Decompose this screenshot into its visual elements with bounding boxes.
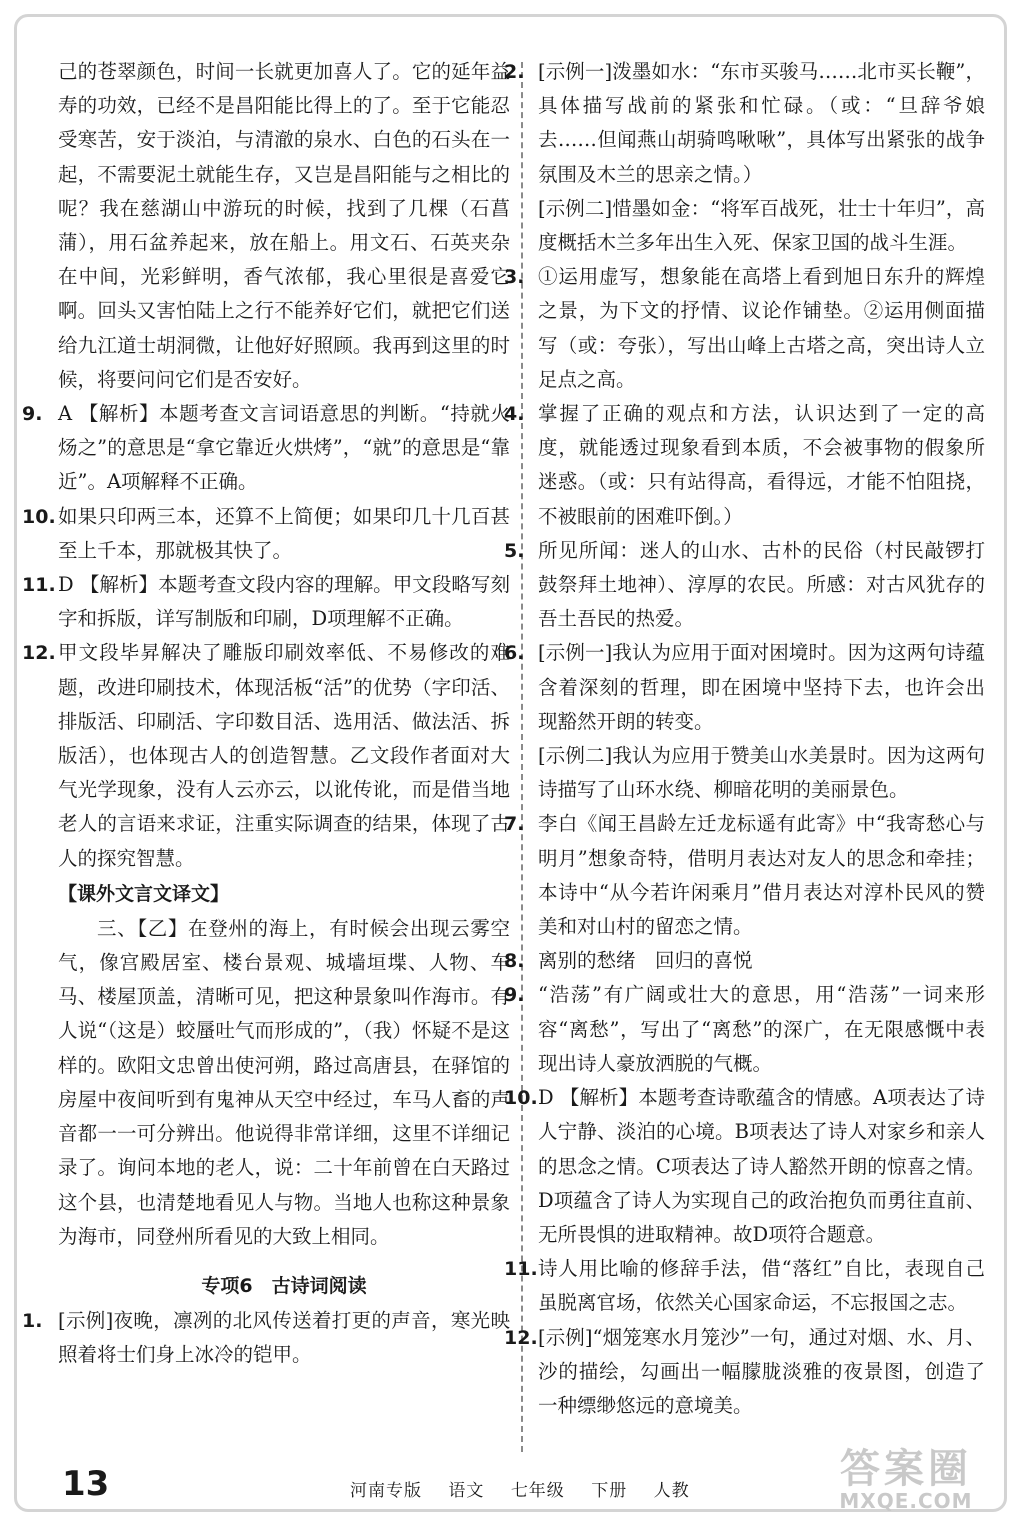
item-number: 1.: [22, 1309, 43, 1332]
item-number: 6.: [504, 642, 525, 665]
answer-item-9-poem: [504, 978, 985, 1081]
item-number: 5.: [504, 539, 525, 562]
item-number: 11.: [22, 574, 56, 597]
answer-item-12: [22, 636, 510, 875]
item-text: [示例二]我认为应用于赞美山水美景时。因为这两句诗描写了山环水绕、柳暗花明的美丽景色。: [538, 744, 985, 802]
answer-item-11-poem: [504, 1252, 985, 1320]
item-text: [示例一]泼墨如水：“东市买骏马……北市买长鞭”，具体描写战前的紧张和忙碌。（或：“旦辞爷娘去……但闻燕山胡骑鸣啾啾”，具体写出紧张的战争氛围及木兰的思亲之情。）: [538, 60, 985, 186]
answer-item-12-poem: [504, 1321, 985, 1424]
item-text: D 【解析】本题考查文段内容的理解。甲文段略写刻字和拆版，详写制版和印刷，D项理解不正确。: [58, 573, 510, 631]
item-number: 9.: [504, 984, 525, 1007]
subject-label: 语文: [448, 1481, 485, 1501]
item-number: 12.: [22, 642, 56, 665]
answer-item-10: [22, 500, 510, 568]
answer-item-9: [22, 397, 510, 500]
left-column: [22, 55, 510, 1372]
item-text: [示例]夜晚，凛冽的北风传送着打更的声音，寒光映照着将士们身上冰冷的铠甲。: [58, 1308, 510, 1367]
item-text: [示例二]惜墨如金：“将军百战死，壮士十年归”，高度概括木兰多年出生入死、保家卫国的战斗生涯。: [538, 196, 985, 255]
item-number: 4.: [504, 403, 525, 426]
item-number: 12.: [504, 1326, 538, 1349]
answer-item-11: [22, 568, 510, 636]
answer-item-5: [504, 534, 985, 637]
item-text: 如果只印两三本，还算不上简便；如果印几十几百甚至上千本，那就极其快了。: [58, 504, 510, 562]
item-number: 7.: [504, 813, 525, 836]
answer-item-7: [504, 807, 985, 944]
answer-item-8: [504, 944, 985, 978]
publisher-label: 人教: [653, 1481, 690, 1501]
edition-label: 河南专版: [350, 1481, 422, 1501]
item-number: 8.: [504, 950, 525, 973]
item-text: 诗人用比喻的修辞手法，借“落红”自比，表现自己虽脱离官场，依然关心国家命运，不忘报国之志。: [538, 1257, 985, 1315]
item-text: “浩荡”有广阔或壮大的意思，用“浩荡”一词来形容“离愁”，写出了“离愁”的深广，在无限感慨中表现出诗人豪放洒脱的气概。: [538, 983, 985, 1075]
item-text: 李白《闻王昌龄左迁龙标遥有此寄》中“我寄愁心与明月”想象奇特，借明月表达对友人的思念和牵挂；本诗中“从今若许闲乘月”借月表达对淳朴民风的赞美和对山村的留恋之情。: [538, 812, 985, 939]
grade-label: 七年级: [510, 1481, 565, 1501]
item-number: 3.: [504, 266, 525, 289]
item-number: 9.: [22, 403, 43, 426]
item-number: 2.: [504, 61, 525, 83]
item-text: ①运用虚写，想象能在高塔上看到旭日东升的辉煌之景，为下文的抒情、议论作铺垫。②运用侧面描写（或：夸张），写出山峰上古塔之高，突出诗人立足点之高。: [538, 265, 985, 391]
item-number: 10.: [504, 1087, 538, 1110]
translation-heading: 【课外文言文译文】: [58, 882, 230, 905]
answer-item-6: [504, 636, 985, 807]
item-text: A 【解析】本题考查文言词语意思的判断。“持就火炀之”的意思是“拿它靠近火烘烤”，“就”的意思是“靠近”。A项解释不正确。: [58, 402, 510, 494]
item-text: 离别的愁绪 回归的喜悦: [538, 949, 753, 973]
page-number: 13: [62, 1464, 110, 1504]
answer-item-4: [504, 397, 985, 534]
answer-item-1: [22, 1304, 510, 1372]
volume-label: 下册: [591, 1481, 628, 1501]
item-text: D 【解析】本题考查诗歌蕴含的情感。A项表达了诗人宁静、淡泊的心境。B项表达了诗人对家乡和亲人的思念之情。C项表达了诗人豁然开朗的惊喜之情。D项蕴含了诗人为实现自己的政治抱负而勇往直前、无所畏惧的进取精神。故D项符合题意。: [538, 1086, 985, 1246]
watermark-top-text: 答案圈: [840, 1446, 972, 1492]
right-column: [504, 55, 985, 1423]
item-number: 11.: [504, 1258, 538, 1281]
item-text: [示例一]我认为应用于面对困境时。因为这两句诗蕴含着深刻的哲理，即在困境中坚持下去，也许会出现豁然开朗的转变。: [538, 641, 985, 733]
item-text: 掌握了正确的观点和方法，认识达到了一定的高度，就能透过现象看到本质，不会被事物的假象所迷惑。（或：只有站得高，看得远，才能不怕阻挠，不被眼前的困难吓倒。）: [538, 402, 985, 528]
item-text: 甲文段毕昇解决了雕版印刷效率低、不易修改的难题，改进印刷技术，体现活板“活”的优势（字印活、排版活、印刷活、字印数目活、选用活、做法活、拆版活），也体现古人的创造智慧。乙文段作者面对大气光学现象，没有人云亦云，以讹传讹，而是借当地老人的言语来求证，注重实际调查的结果，体现了古人的探究智慧。: [58, 641, 510, 870]
item-text: 所见所闻：迷人的山水、古朴的民俗（村民敲锣打鼓祭拜土地神）、淳厚的农民。所感：对古风犹存的吾土吾民的热爱。: [538, 538, 985, 631]
watermark-url: MXQE.COM: [839, 1489, 973, 1513]
answer-item-2: [504, 55, 985, 260]
item-text: [示例]“烟笼寒水月笼沙”一句，通过对烟、水、月、沙的描绘，勾画出一幅朦胧淡雅的夜景图，创造了一种缥缈悠远的意境美。: [538, 1325, 985, 1417]
answer-item-3: [504, 260, 985, 397]
translation-text: 三、【乙】在登州的海上，有时候会出现云雾空气，像宫殿居室、楼台景观、城墙垣堞、人物、车马、楼屋顶盖，清晰可见，把这种景象叫作海市。有人说“（这是）蛟蜃吐气而形成的”，（我）怀疑不是这样的。欧阳文忠曾出使河朔，路过高唐县，在驿馆的房屋中夜间听到有鬼神从天空中经过，车马人畜的声音都一一可分辨出。他说得非常详细，这里不详细记录了。询问本地的老人，说：二十年前曾在白天路过这个县，也清楚地看见人与物。当地人也称这种景象为海市，同登州所看见的大致上相同。: [58, 916, 510, 1248]
answer-item-10-poem: [504, 1081, 985, 1252]
translation-continuation: 己的苍翠颜色，时间一长就更加喜人了。它的延年益寿的功效，已经不是昌阳能比得上的了。至于它能忍受寒苦，安于淡泊，与清澈的泉水、白色的石头在一起，不需要泥土就能生存，又岂是昌阳能与之相比的呢？我在慈湖山中游玩的时候，找到了几棵（石菖蒲），用石盆养起来，放在船上。用文石、石英夹杂在中间，光彩鲜明，香气浓郁，我心里很是喜爱它啊。回头又害怕陆上之行不能养好它们，就把它们送给九江道士胡洞微，让他好好照顾。我再到这里的时候，将要问问它们是否安好。: [58, 60, 510, 391]
section-title: 专项6 古诗词阅读: [201, 1274, 367, 1297]
book-info: [350, 1476, 710, 1501]
item-number: 10.: [22, 505, 56, 528]
watermark-logo: [821, 1448, 991, 1520]
